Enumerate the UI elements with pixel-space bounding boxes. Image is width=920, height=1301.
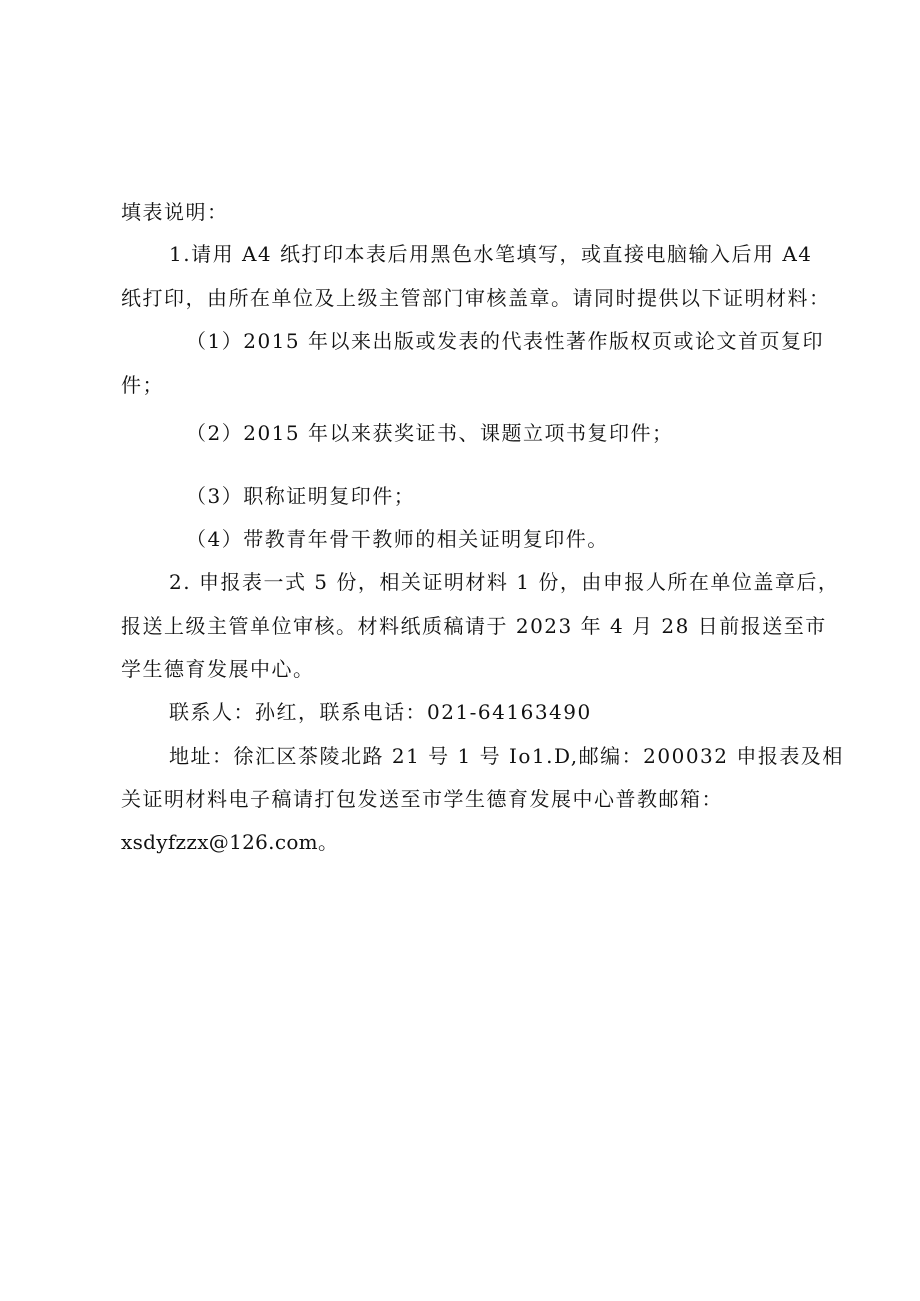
material-item-1-line-2: 件； xyxy=(121,373,164,397)
instruction-1-line-1: 1.请用 A4 纸打印本表后用黑色水笔填写，或直接电脑输入后用 A4 xyxy=(169,242,813,266)
instruction-2-line-1: 2. 申报表一式 5 份，相关证明材料 1 份，由申报人所在单位盖章后， xyxy=(169,570,840,594)
address-line-2: 关证明材料电子稿请打包发送至市学生德育发展中心普教邮箱： xyxy=(121,787,723,811)
email-address: xsdyfzzx@126.com。 xyxy=(121,830,339,854)
contact-info: 联系人：孙红，联系电话：021-64163490 xyxy=(169,700,592,724)
material-item-3: （3）职称证明复印件； xyxy=(186,484,416,508)
material-item-2: （2）2015 年以来获奖证书、课题立项书复印件； xyxy=(186,421,674,445)
instruction-2-line-3: 学生德育发展中心。 xyxy=(121,657,315,681)
material-item-1-line-1: （1）2015 年以来出版或发表的代表性著作版权页或论文首页复印 xyxy=(186,329,824,353)
material-item-4: （4）带教青年骨干教师的相关证明复印件。 xyxy=(186,527,609,551)
instructions-heading: 填表说明： xyxy=(121,200,229,224)
instruction-2-line-2: 报送上级主管单位审核。材料纸质稿请于 2023 年 4 月 28 日前报送至市 xyxy=(121,614,827,638)
instruction-1-line-2: 纸打印，由所在单位及上级主管部门审核盖章。请同时提供以下证明材料： xyxy=(121,286,831,310)
address-line-1: 地址：徐汇区茶陵北路 21 号 1 号 Io1.D,邮编：200032 申报表及相 xyxy=(169,744,844,768)
